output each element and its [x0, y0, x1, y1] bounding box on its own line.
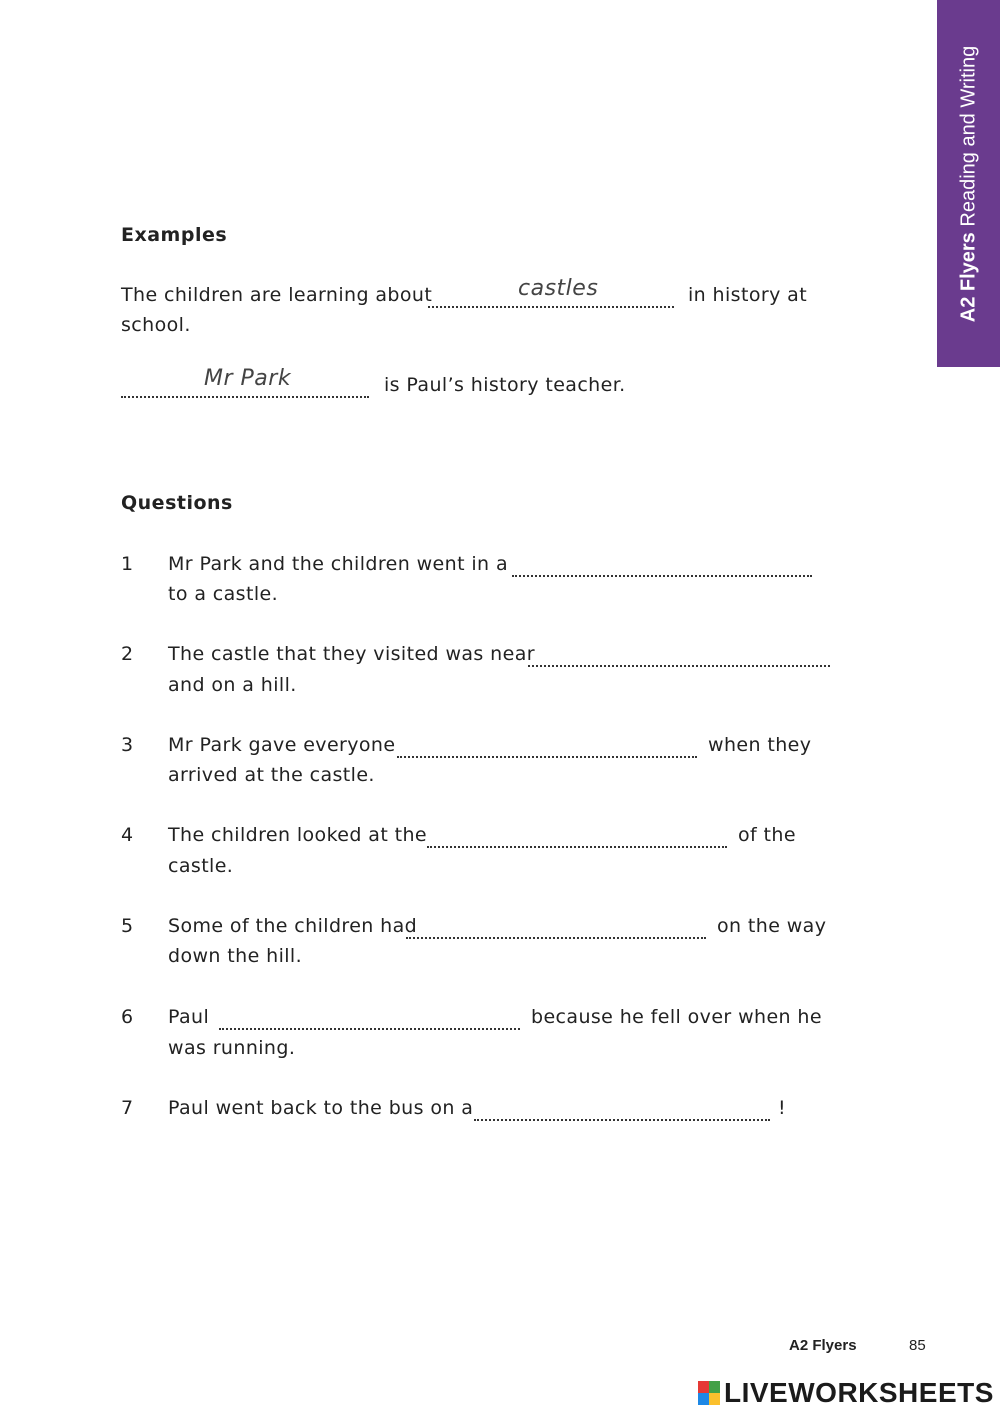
question-number: 3	[121, 734, 134, 756]
questions-heading: Questions	[121, 492, 233, 514]
examples-heading: Examples	[121, 224, 228, 246]
example-2-answer: Mr Park	[204, 366, 292, 391]
question-2-cont: and on a hill.	[168, 674, 297, 696]
question-7-blank[interactable]	[474, 1119, 770, 1121]
question-5-cont: down the hill.	[168, 945, 303, 967]
brand-logo-icon	[698, 1381, 720, 1405]
side-tab-text	[957, 45, 980, 321]
page-number: 85	[909, 1337, 926, 1354]
footer-label: A2 Flyers	[789, 1337, 857, 1354]
question-3-blank[interactable]	[397, 756, 697, 758]
question-2-text: The castle that they visited was near	[168, 643, 535, 665]
question-3-after: when they	[708, 734, 812, 756]
question-2-blank[interactable]	[528, 665, 830, 667]
side-tab-level: A2 Flyers	[957, 231, 979, 322]
question-1-cont: to a castle.	[168, 583, 279, 605]
example-1-answer: castles	[518, 276, 599, 301]
side-tab	[937, 0, 1000, 367]
question-number: 2	[121, 643, 134, 665]
example-2-after: is Paul’s history teacher.	[384, 374, 626, 396]
question-1-text: Mr Park and the children went in a	[168, 553, 508, 575]
brand-name: LIVEWORKSHEETS	[724, 1377, 994, 1408]
question-1-blank[interactable]	[512, 575, 812, 577]
question-3-cont: arrived at the castle.	[168, 764, 375, 786]
question-number: 4	[121, 824, 134, 846]
question-6-text: Paul	[168, 1006, 210, 1028]
question-5-blank[interactable]	[406, 937, 706, 939]
question-number: 5	[121, 915, 134, 937]
question-4-blank[interactable]	[427, 846, 727, 848]
example-1-before: The children are learning about	[121, 284, 433, 306]
question-7-text: Paul went back to the bus on a	[168, 1097, 474, 1119]
example-1-cont: school.	[121, 314, 191, 336]
question-4-cont: castle.	[168, 855, 234, 877]
question-7-after: !	[778, 1097, 787, 1119]
question-4-text: The children looked at the	[168, 824, 428, 846]
question-6-after: because he fell over when he	[531, 1006, 822, 1028]
question-6-blank[interactable]	[219, 1028, 520, 1030]
question-4-after: of the	[738, 824, 796, 846]
example-1-blank	[428, 306, 674, 308]
question-6-cont: was running.	[168, 1037, 296, 1059]
question-5-text: Some of the children had	[168, 915, 418, 937]
question-3-text: Mr Park gave everyone	[168, 734, 396, 756]
example-2-blank	[121, 396, 369, 398]
side-tab-skill: Reading and Writing	[957, 45, 979, 227]
question-number: 6	[121, 1006, 134, 1028]
brand[interactable]	[698, 1377, 994, 1409]
question-5-after: on the way	[717, 915, 827, 937]
example-1-after: in history at	[688, 284, 808, 306]
question-number: 7	[121, 1097, 134, 1119]
question-number: 1	[121, 553, 134, 575]
